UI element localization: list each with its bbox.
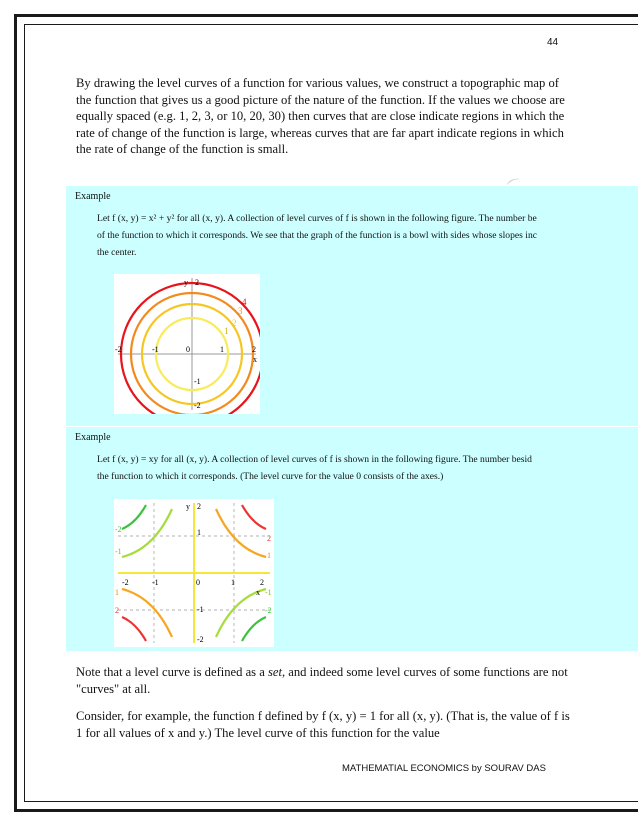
axis-label: y xyxy=(186,502,190,511)
example-text xyxy=(97,451,638,485)
curve-label: -1 xyxy=(265,588,272,597)
axis-label: 0 xyxy=(186,345,190,354)
axis-label: x xyxy=(253,355,257,364)
example-text-line: Let f (x, y) = x² + y² for all (x, y). A collection of level curves of f is shown in the following figure. The number be xyxy=(97,213,537,224)
level-curve-2-top-right xyxy=(242,505,266,529)
axis-label: -1 xyxy=(194,377,201,386)
example-text-line: the center. xyxy=(97,247,137,258)
curve-label: -1 xyxy=(115,547,122,556)
level-curve-neg2-bottom-right xyxy=(242,617,266,641)
example-box-1 xyxy=(66,186,638,426)
axis-label: 1 xyxy=(220,345,224,354)
note-emphasis: set xyxy=(267,665,282,679)
page-footer: MATHEMATIAL ECONOMICS by SOURAV DAS xyxy=(342,763,546,774)
example-text-line: the function to which it corresponds. (The level curve for the value 0 consists of the axes.) xyxy=(97,471,444,482)
intro-paragraph: By drawing the level curves of a function for various values, we construct a topographic map of the function that gives us a good picture of the nature of the function. If the values we choose are equally spaced (e.g. 1, 2, 3, or 10, 20, 30) then curves that are close indicate regions in which the rate of change of the function is large, whereas curves that are far apart indicate regions in which the rate of change of the function is small. xyxy=(76,76,565,156)
example-label: Example xyxy=(75,432,111,443)
axis-label: -2 xyxy=(122,578,129,587)
note-text-after: , and indeed some level curves of some functions are not "curves" at all. xyxy=(76,665,568,696)
level-curve-2-bottom-left xyxy=(122,617,146,641)
curve-label: 4 xyxy=(242,297,247,307)
axis-label: 0 xyxy=(196,578,200,587)
curve-label: 1 xyxy=(267,551,271,560)
curve-label: 2 xyxy=(115,606,119,615)
example-text-line: of the function to which it corresponds. We see that the graph of the function is a bowl with sides whose slopes inc xyxy=(97,230,538,241)
consider-paragraph: Consider, for example, the function f defined by f (x, y) = 1 for all (x, y). (That is, the value of f is 1 for all values of x and y.) The level curve of this function for the value xyxy=(76,709,570,740)
example-box-2 xyxy=(66,427,638,651)
note-paragraph xyxy=(76,664,576,697)
axis-label: 1 xyxy=(231,578,235,587)
axis-label: 2 xyxy=(260,578,264,587)
level-curve-neg1-top-left xyxy=(122,509,172,557)
level-curve-neg2-top-left xyxy=(122,505,146,529)
axis-label: 2 xyxy=(252,345,256,354)
curve-label: -2 xyxy=(115,525,122,534)
axis-label: 2 xyxy=(195,278,199,287)
axis-label: 2 xyxy=(197,502,201,511)
axis-label: -2 xyxy=(194,401,201,410)
curve-label: 2 xyxy=(232,318,237,328)
level-curve-1-top-right xyxy=(216,509,266,557)
example-text xyxy=(97,210,638,261)
axis-label: y xyxy=(184,278,188,287)
level-curves-figure-hyperbolas xyxy=(114,499,274,647)
circles-plot xyxy=(114,274,260,414)
page-number: 44 xyxy=(547,37,559,48)
axis-label: -1 xyxy=(197,605,204,614)
curve-label: 2 xyxy=(267,534,271,543)
curve-label: 1 xyxy=(224,326,229,336)
axis-label: -1 xyxy=(152,578,159,587)
axis-label: -2 xyxy=(115,345,122,354)
curve-label: -2 xyxy=(265,606,272,615)
axis-label: x xyxy=(256,588,260,597)
example-label: Example xyxy=(75,191,111,202)
curve-label: 3 xyxy=(238,306,243,316)
axis-label: -1 xyxy=(152,345,159,354)
axis-label: 1 xyxy=(197,528,201,537)
example-text-line: Let f (x, y) = xy for all (x, y). A collection of level curves of f is shown in the following figure. The number besid xyxy=(97,454,532,465)
note-text-before: Note that a level curve is defined as a xyxy=(76,665,268,679)
hyperbola-plot xyxy=(114,499,274,647)
axis-label: -2 xyxy=(197,635,204,644)
curve-label: 1 xyxy=(115,588,119,597)
level-curve-1-bottom-left xyxy=(122,589,172,637)
level-curves-figure-circles xyxy=(114,274,260,414)
